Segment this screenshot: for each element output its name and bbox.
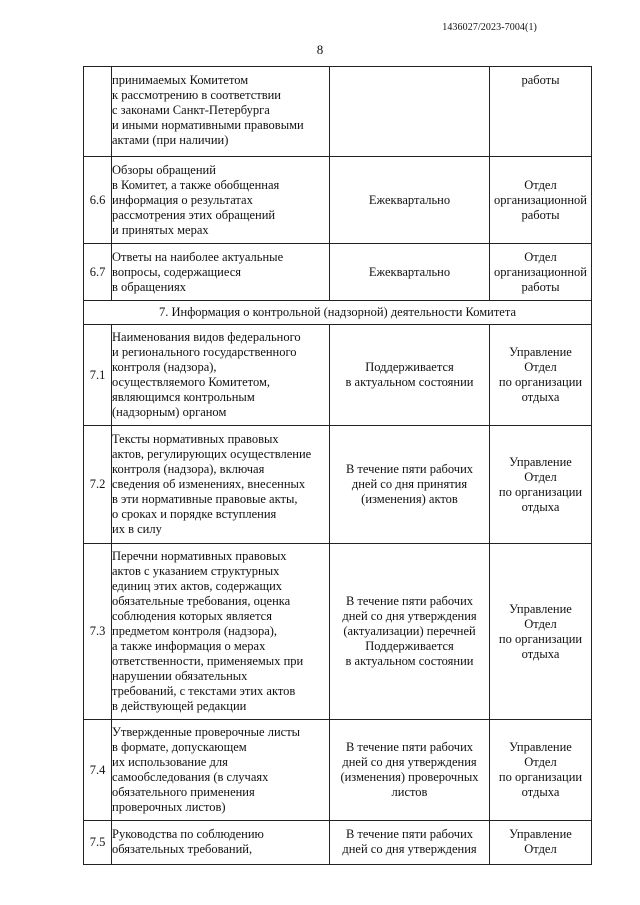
- row-term: Ежеквартально: [330, 244, 490, 301]
- page-number: 8: [316, 42, 324, 57]
- row-description: Перечни нормативных правовых актов с указанием структурных единиц этих актов, содержащих обязательные требования, оценка соблюдения которых является предметом контроля (надзора), а также информация о мерах ответственности, применяемых при нарушении обязательных требований, с текстами этих актов в действующей редакции: [112, 544, 330, 720]
- table-row: [84, 544, 592, 720]
- row-term: [330, 67, 490, 157]
- document-id: 1436027/2023-7004(1): [442, 22, 537, 33]
- row-term: В течение пяти рабочих дней со дня принятия (изменения) актов: [330, 426, 490, 544]
- table-row: [84, 67, 592, 157]
- row-number: 7.2: [84, 426, 112, 544]
- row-number: 7.1: [84, 325, 112, 426]
- row-description: принимаемых Комитетом к рассмотрению в соответствии с законами Санкт-Петербурга и иными нормативными правовыми актами (при наличии): [112, 67, 330, 157]
- row-number: 7.4: [84, 720, 112, 821]
- row-responsible: Управление Отдел по организации отдыха: [490, 544, 592, 720]
- information-table: [83, 66, 592, 865]
- row-responsible: Управление Отдел по организации отдыха: [490, 426, 592, 544]
- row-term: В течение пяти рабочих дней со дня утверждения (актуализации) перечней Поддерживается в актуальном состоянии: [330, 544, 490, 720]
- section-title: 7. Информация о контрольной (надзорной) деятельности Комитета: [84, 301, 592, 325]
- row-description: Руководства по соблюдению обязательных требований,: [112, 821, 330, 865]
- row-number: [84, 67, 112, 157]
- row-number: 7.5: [84, 821, 112, 865]
- section-header-row: [84, 301, 592, 325]
- row-description: Наименования видов федерального и регионального государственного контроля (надзора), осуществляемого Комитетом, являющимся контрольным (надзорным) органом: [112, 325, 330, 426]
- row-description: Тексты нормативных правовых актов, регулирующих осуществление контроля (надзора), включая сведения об изменениях, внесенных в эти нормативные правовые акты, о сроках и порядке вступления их в силу: [112, 426, 330, 544]
- row-term: Ежеквартально: [330, 157, 490, 244]
- row-responsible: Управление Отдел по организации отдыха: [490, 325, 592, 426]
- row-term: В течение пяти рабочих дней со дня утверждения: [330, 821, 490, 865]
- row-description: Обзоры обращений в Комитет, а также обобщенная информация о результатах рассмотрения этих обращений и принятых мерах: [112, 157, 330, 244]
- row-responsible: Управление Отдел по организации отдыха: [490, 720, 592, 821]
- row-responsible: Отдел организационной работы: [490, 157, 592, 244]
- row-number: 7.3: [84, 544, 112, 720]
- table-row: [84, 157, 592, 244]
- table-row: [84, 720, 592, 821]
- table-row: [84, 426, 592, 544]
- row-description: Утвержденные проверочные листы в формате, допускающем их использование для самообследования (в случаях обязательного применения проверочных листов): [112, 720, 330, 821]
- table-row: [84, 821, 592, 865]
- row-responsible: работы: [490, 67, 592, 157]
- row-number: 6.6: [84, 157, 112, 244]
- row-description: Ответы на наиболее актуальные вопросы, содержащиеся в обращениях: [112, 244, 330, 301]
- row-number: 6.7: [84, 244, 112, 301]
- row-term: В течение пяти рабочих дней со дня утверждения (изменения) проверочных листов: [330, 720, 490, 821]
- table-row: [84, 325, 592, 426]
- table-row: [84, 244, 592, 301]
- row-term: Поддерживается в актуальном состоянии: [330, 325, 490, 426]
- row-responsible: Отдел организационной работы: [490, 244, 592, 301]
- row-responsible: Управление Отдел: [490, 821, 592, 865]
